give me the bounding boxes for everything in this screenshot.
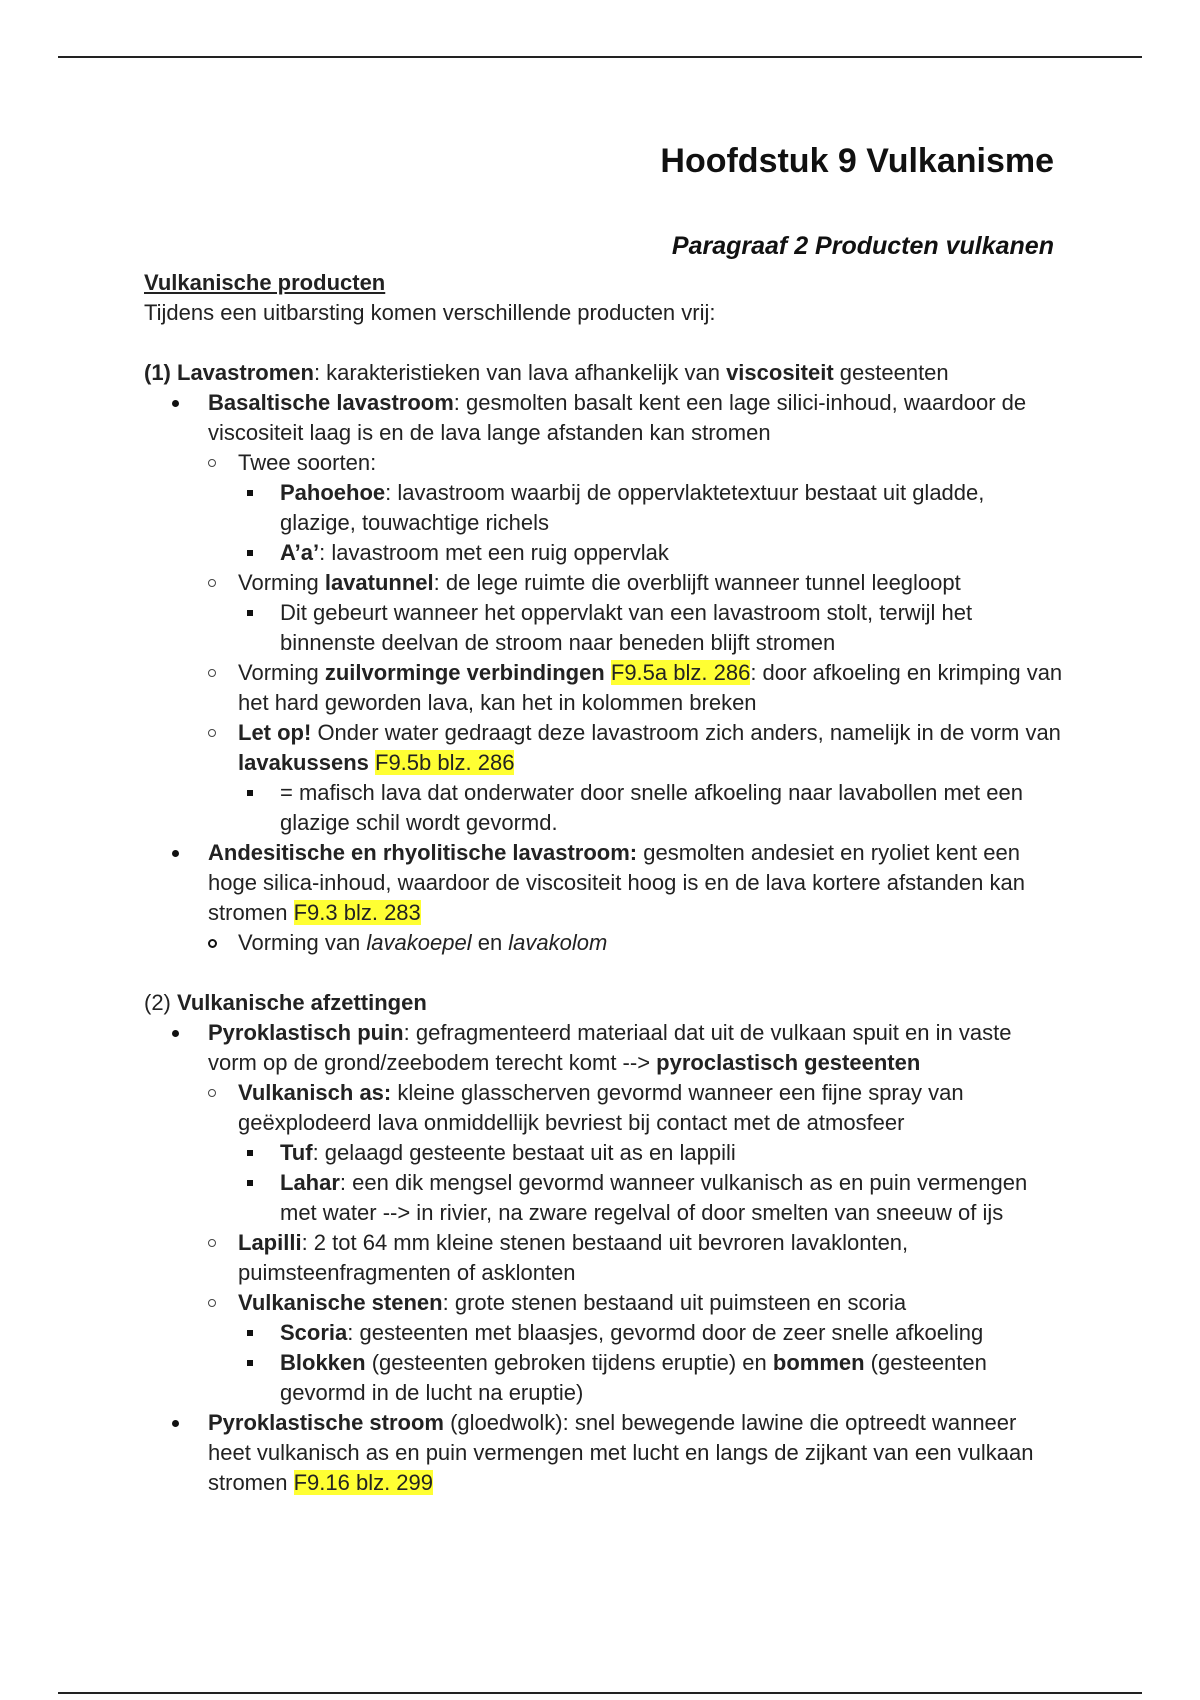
lava-list xyxy=(144,388,1064,958)
paragraph-subtitle: Paragraaf 2 Producten vulkanen xyxy=(671,232,1054,260)
list-item-pahoehoe: Pahoehoe: lavastroom waarbij de oppervlaktetextuur bestaat uit gladde, glazige, touwachtige richels xyxy=(238,478,1064,538)
list-item-tuf: Tuf: gelaagd gesteente bestaat uit as en lappili xyxy=(238,1138,1064,1168)
list-item-basalt: Basaltische lavastroom: gesmolten basalt kent een lage silici-inhoud, waardoor de viscositeit laag is en de lava lange afstanden kan stromen Twee soorten: Pahoehoe: lavastroom waarbij de oppervlaktetextuur bestaat uit gladde, glazige, touwachtige richels A’a’: lavastroom met een ruig oppervlak Vorming lavatunnel: de lege ruimte die overblijft wanneer tunnel leegloopt Dit gebeurt wanneer het oppervlakt van een lavastroom stolt, terwijl het binnenste deelvan de stroom naar beneden blijft stromen Vorming zuilvorminge verbindingen F9.5a blz. 286: door afkoeling en krimping van het hard geworden lava, kan het in kolommen breken Let op! Onder water gedraagt deze lavastroom zich anders, namelijk in de vorm van lavakussens F9.5b blz. 286 = mafisch lava dat onderwater door snelle afkoeling naar lavabollen met een glazige schil wordt gevormd. xyxy=(144,388,1064,838)
list-item-lavatunnel: Vorming lavatunnel: de lege ruimte die overblijft wanneer tunnel leegloopt Dit gebeurt wanneer het oppervlakt van een lavastroom stolt, terwijl het binnenste deelvan de stroom naar beneden blijft stromen xyxy=(208,568,1064,658)
list-item-aa: A’a’: lavastroom met een ruig oppervlak xyxy=(238,538,1064,568)
list-item-note-detail: = mafisch lava dat onderwater door snelle afkoeling naar lavabollen met een glazige schil wordt gevormd. xyxy=(238,778,1064,838)
list-item-tunnel-detail: Dit gebeurt wanneer het oppervlakt van een lavastroom stolt, terwijl het binnenste deelvan de stroom naar beneden blijft stromen xyxy=(238,598,1064,658)
list-item-note: Let op! Onder water gedraagt deze lavastroom zich anders, namelijk in de vorm van lavakussens F9.5b blz. 286 = mafisch lava dat onderwater door snelle afkoeling naar lavabollen met een glazige schil wordt gevormd. xyxy=(208,718,1064,838)
lava-heading: (1) Lavastromen: karakteristieken van lava afhankelijk van viscositeit gesteenten xyxy=(144,360,949,385)
list-item-two-kinds: Twee soorten: Pahoehoe: lavastroom waarbij de oppervlaktetextuur bestaat uit gladde, glazige, touwachtige richels A’a’: lavastroom met een ruig oppervlak xyxy=(208,448,1064,568)
intro-text: Tijdens een uitbarsting komen verschillende producten vrij: xyxy=(144,300,716,325)
list-item-puin: Pyroklastisch puin: gefragmenteerd materiaal dat uit de vulkaan spuit en in vaste vorm op de grond/zeebodem terecht komt --> pyroclastisch gesteenten Vulkanisch as: kleine glasscherven gevormd wanneer een fijne spray van geëxplodeerd lava onmiddellijk bevriest bij contact met de atmosfeer Tuf: gelaagd gesteente bestaat uit as en lappili Lahar: een dik mengsel gevormd wanneer vulkanisch as en puin vermengen met water --> in rivier, na zware regelval of door smelten van sneeuw of ijs Lapilli: 2 tot 64 mm kleine stenen bestaand uit bevroren lavaklonten, puimsteenfragmenten of asklonten Vulkanische stenen: grote stenen bestaand uit puimsteen en scoria Scoria: gesteenten met blaasjes, gevormd door de zeer snelle afkoeling Blokken (gesteenten gebroken tijdens eruptie) en bommen (gesteenten gevormd in de lucht na eruptie) xyxy=(144,1018,1064,1408)
bottom-rule xyxy=(58,1692,1142,1694)
list-item-as: Vulkanisch as: kleine glasscherven gevormd wanneer een fijne spray van geëxplodeerd lava onmiddellijk bevriest bij contact met de atmosfeer Tuf: gelaagd gesteente bestaat uit as en lappili Lahar: een dik mengsel gevormd wanneer vulkanisch as en puin vermengen met water --> in rivier, na zware regelval of door smelten van sneeuw of ijs xyxy=(208,1078,1064,1228)
list-item-stenen: Vulkanische stenen: grote stenen bestaand uit puimsteen en scoria Scoria: gesteenten met blaasjes, gevormd door de zeer snelle afkoeling Blokken (gesteenten gebroken tijdens eruptie) en bommen (gesteenten gevormd in de lucht na eruptie) xyxy=(208,1288,1064,1408)
list-item-columns: Vorming zuilvorminge verbindingen F9.5a blz. 286: door afkoeling en krimping van het hard geworden lava, kan het in kolommen breken xyxy=(208,658,1064,718)
list-item-lavakoepel: Vorming van lavakoepel en lavakolom xyxy=(208,928,1064,958)
top-rule xyxy=(58,56,1142,58)
deposits-list xyxy=(144,1018,1064,1498)
chapter-title: Hoofdstuk 9 Vulkanisme xyxy=(660,142,1054,180)
list-item-lapilli: Lapilli: 2 tot 64 mm kleine stenen bestaand uit bevroren lavaklonten, puimsteenfragmenten of asklonten xyxy=(208,1228,1064,1288)
deposits-heading: (2) Vulkanische afzettingen xyxy=(144,990,427,1015)
figure-ref-highlight: F9.3 blz. 283 xyxy=(293,900,421,925)
list-item-blokken: Blokken (gesteenten gebroken tijdens eruptie) en bommen (gesteenten gevormd in de lucht na eruptie) xyxy=(238,1348,1064,1408)
section-heading: Vulkanische producten xyxy=(144,270,386,295)
figure-ref-highlight: F9.5b blz. 286 xyxy=(375,750,515,775)
list-item-lahar: Lahar: een dik mengsel gevormd wanneer vulkanisch as en puin vermengen met water --> in rivier, na zware regelval of door smelten van sneeuw of ijs xyxy=(238,1168,1064,1228)
list-item-stroom: Pyroklastische stroom (gloedwolk): snel bewegende lawine die optreedt wanneer heet vulkanisch as en puin vermengen met lucht en langs de zijkant van een vulkaan stromen F9.16 blz. 299 xyxy=(144,1408,1064,1498)
document-body xyxy=(144,268,1064,1498)
figure-ref-highlight: F9.16 blz. 299 xyxy=(293,1470,434,1495)
list-item-scoria: Scoria: gesteenten met blaasjes, gevormd door de zeer snelle afkoeling xyxy=(238,1318,1064,1348)
list-item-andesite: Andesitische en rhyolitische lavastroom: gesmolten andesiet en ryoliet kent een hoge silica-inhoud, waardoor de viscositeit hoog is en de lava kortere afstanden kan stromen F9.3 blz. 283 Vorming van lavakoepel en lavakolom xyxy=(144,838,1064,958)
figure-ref-highlight: F9.5a blz. 286 xyxy=(610,660,751,685)
